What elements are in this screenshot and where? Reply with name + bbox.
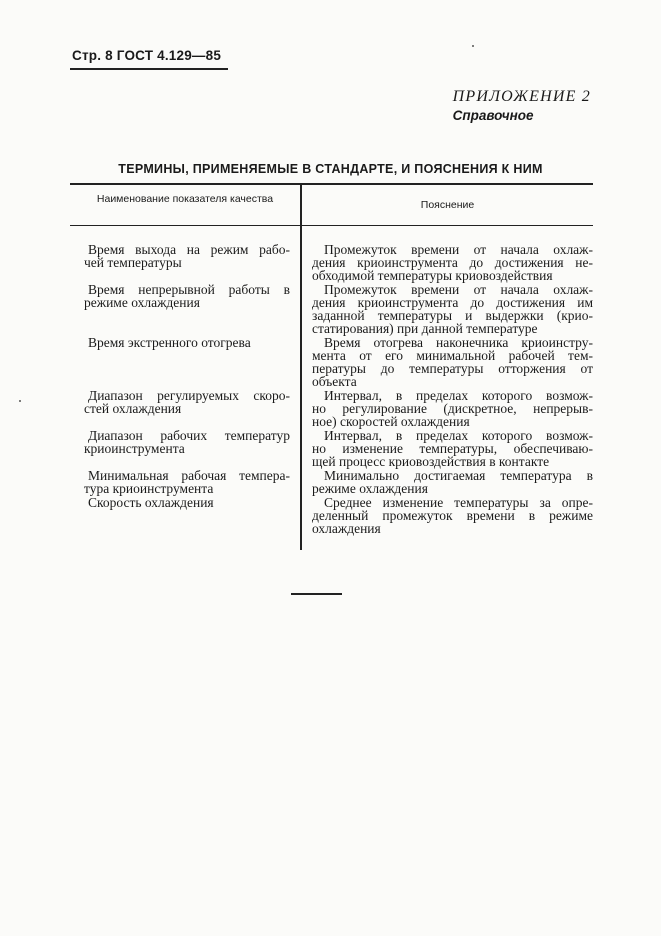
term-cell <box>84 243 290 269</box>
explanation-line: пературы до температуры отторжения от <box>312 361 593 376</box>
term-cell <box>84 283 290 309</box>
explanation-cell <box>312 336 593 388</box>
scan-speck <box>19 400 21 402</box>
explanation-line: ное) скоростей охлаждения <box>312 414 470 429</box>
term-line: криоинструмента <box>84 441 185 456</box>
term-cell <box>84 469 290 495</box>
explanation-line: заданной температуры и выдержки (крио- <box>312 308 593 323</box>
explanation-line: Среднее изменение температуры за опре- <box>324 495 593 510</box>
term-line: Время экстренного отогрева <box>88 335 251 350</box>
column-divider <box>300 184 302 550</box>
term-line: режиме охлаждения <box>84 295 200 310</box>
explanation-cell <box>312 243 593 282</box>
column-header-term: Наименование показателя качества <box>96 193 274 205</box>
explanation-line: деленный промежуток времени в режиме <box>312 508 593 523</box>
appendix-title: ПРИЛОЖЕНИЕ 2 <box>452 88 591 105</box>
explanation-line: но регулирование (дискретное, непрерыв- <box>312 401 593 416</box>
explanation-cell <box>312 429 593 468</box>
term-line: Время непрерывной работы в <box>88 282 290 297</box>
term-line: чей температуры <box>84 255 182 270</box>
explanation-cell <box>312 469 593 495</box>
scan-speck <box>472 45 474 47</box>
explanation-line: дения криоинструмента до достижения не- <box>312 255 593 270</box>
explanation-line: охлаждения <box>312 521 381 536</box>
end-rule <box>291 593 342 595</box>
table-top-rule <box>70 183 593 185</box>
explanation-line: Время отогрева наконечника криоинстру- <box>324 335 593 350</box>
column-header-explanation: Пояснение <box>420 199 475 211</box>
term-line: Диапазон рабочих температур <box>88 428 290 443</box>
term-line: Время выхода на режим рабо- <box>88 242 290 257</box>
term-line: Скорость охлаждения <box>88 495 214 510</box>
term-cell <box>84 429 290 455</box>
header-underline <box>70 68 228 70</box>
explanation-line: Промежуток времени от начала охлаж- <box>324 242 593 257</box>
appendix-label <box>453 88 591 123</box>
term-cell <box>84 496 290 509</box>
term-line: тура криоинструмента <box>84 481 214 496</box>
explanation-line: дения криоинструмента до достижения им <box>312 295 593 310</box>
term-cell <box>84 389 290 415</box>
explanation-line: Интервал, в пределах которого возмож- <box>324 428 593 443</box>
explanation-line: Интервал, в пределах которого возмож- <box>324 388 593 403</box>
explanation-cell <box>312 389 593 428</box>
term-line: стей охлаждения <box>84 401 182 416</box>
table-title: ТЕРМИНЫ, ПРИМЕНЯЕМЫЕ В СТАНДАРТЕ, И ПОЯСНЕНИЯ К НИМ <box>118 162 543 176</box>
explanation-line: Промежуток времени от начала охлаж- <box>324 282 593 297</box>
page-header: Стр. 8 ГОСТ 4.129—85 <box>72 48 222 63</box>
explanation-line: обходимой температуры криовоздействия <box>312 268 553 283</box>
explanation-line: объекта <box>312 374 357 389</box>
explanation-line: мента от его минимальной рабочей тем- <box>312 348 593 363</box>
term-cell <box>84 336 290 349</box>
table-header-rule <box>70 225 593 226</box>
explanation-line: статирования) при данной температуре <box>312 321 538 336</box>
appendix-subtitle: Справочное <box>452 108 534 123</box>
term-line: Диапазон регулируемых скоро- <box>88 388 290 403</box>
explanation-line: режиме охлаждения <box>312 481 428 496</box>
explanation-line: щей процесс криовоздействия в контакте <box>312 454 550 469</box>
explanation-cell <box>312 496 593 535</box>
term-line: Минимальная рабочая темпера- <box>88 468 290 483</box>
explanation-line: но изменение температуры, обеспечиваю- <box>312 441 593 456</box>
explanation-cell <box>312 283 593 335</box>
explanation-line: Минимально достигаемая температура в <box>324 468 593 483</box>
